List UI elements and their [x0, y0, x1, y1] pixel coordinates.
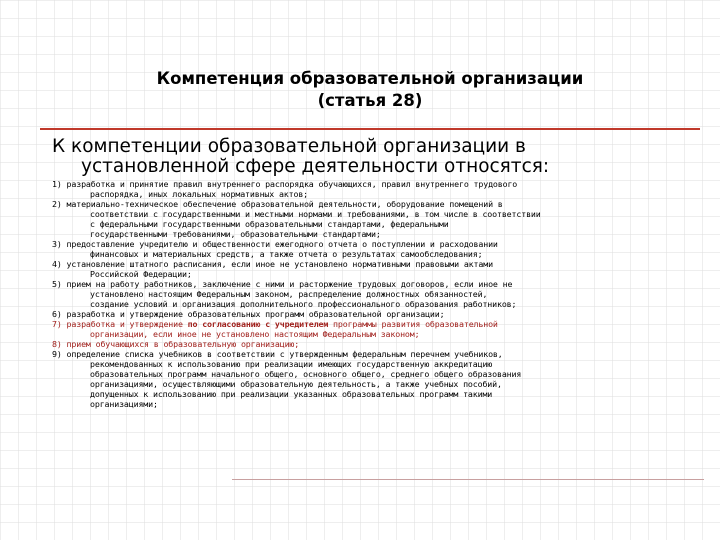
item-7-highlight: по согласованию с учредителем	[187, 319, 329, 329]
heading-line-2: установленной сфере деятельности относятся:	[81, 156, 550, 177]
list-item-line: 9) определение списка учебников в соответствии с утвержденным федеральным перечнем учебников,	[52, 349, 503, 359]
list-item-line: организациями;	[90, 399, 158, 409]
list-item-9	[52, 349, 712, 409]
item-7-text-pre: 7) разработка и утверждение	[52, 319, 188, 329]
section-heading	[52, 137, 702, 177]
list-item-8	[52, 339, 712, 349]
title-line-2: (статья 28)	[317, 91, 423, 110]
list-item-line: 5) прием на работу работников, заключение с ними и расторжение трудовых договоров, если иное не	[52, 279, 513, 289]
list-item-line: 4) установление штатного расписания, если иное не установлено нормативными правовыми актами	[52, 259, 493, 269]
list-item-2	[52, 199, 712, 239]
list-item-line: 6) разработка и утверждение образовательных программ образовательной организации;	[52, 309, 445, 319]
list-item-6	[52, 309, 712, 319]
list-item-line: распорядка, иных локальных нормативных актов;	[90, 189, 309, 199]
list-item-5	[52, 279, 712, 309]
list-item-line: установлено настоящим Федеральным законом, распределение должностных обязанностей,	[90, 289, 488, 299]
list-item-line: 3) предоставление учредителю и общественности ежегодного отчета о поступлении и расходовании	[52, 239, 498, 249]
list-item-line: 2) материально-техническое обеспечение образовательной деятельности, оборудование помещений в	[52, 199, 503, 209]
list-item-line	[52, 319, 712, 329]
list-item-line: создание условий и организация дополнительного профессионального образования работников;	[90, 299, 517, 309]
list-item-line: образовательных программ начального общего, основного общего, среднего общего образования	[90, 369, 522, 379]
item-7-text-post: программы развития образовательной	[328, 319, 498, 329]
bottom-divider	[232, 479, 704, 480]
list-item-4	[52, 259, 712, 279]
list-item-1	[52, 179, 712, 199]
list-item-line: организации, если иное не установлено настоящим Федеральным законом;	[90, 329, 420, 339]
list-item-line: с федеральными государственными образовательными стандартами, федеральными	[90, 219, 449, 229]
list-item-line: организациями, осуществляющими образовательную деятельность, а также учебных пособий,	[90, 379, 502, 389]
list-item-line: соответствии с государственными и местными нормами и требованиями, в том числе в соответствии	[90, 209, 541, 219]
competence-list	[52, 179, 712, 409]
list-item-line: 8) прием обучающихся в образовательную организацию;	[52, 339, 300, 349]
list-item-line: финансовых и материальных средств, а также отчета о результатах самообследования;	[90, 249, 483, 259]
list-item-line: допущенных к использованию при реализации указанных образовательных программ такими	[90, 389, 493, 399]
list-item-line: Российской Федерации;	[90, 269, 192, 279]
list-item-line: рекомендованных к использованию при реализации имеющих государственную аккредитацию	[90, 359, 493, 369]
title-line-1: Компетенция образовательной организации	[156, 69, 584, 88]
list-item-7	[52, 319, 712, 339]
list-item-3	[52, 239, 712, 259]
list-item-line: 1) разработка и принятие правил внутреннего распорядка обучающихся, правил внутреннего трудового	[52, 179, 518, 189]
title-divider	[40, 128, 700, 130]
page-title	[60, 68, 680, 112]
heading-line-1: К компетенции образовательной организации в	[52, 136, 526, 157]
list-item-line: государственными требованиями, образовательными стандартами;	[90, 229, 381, 239]
